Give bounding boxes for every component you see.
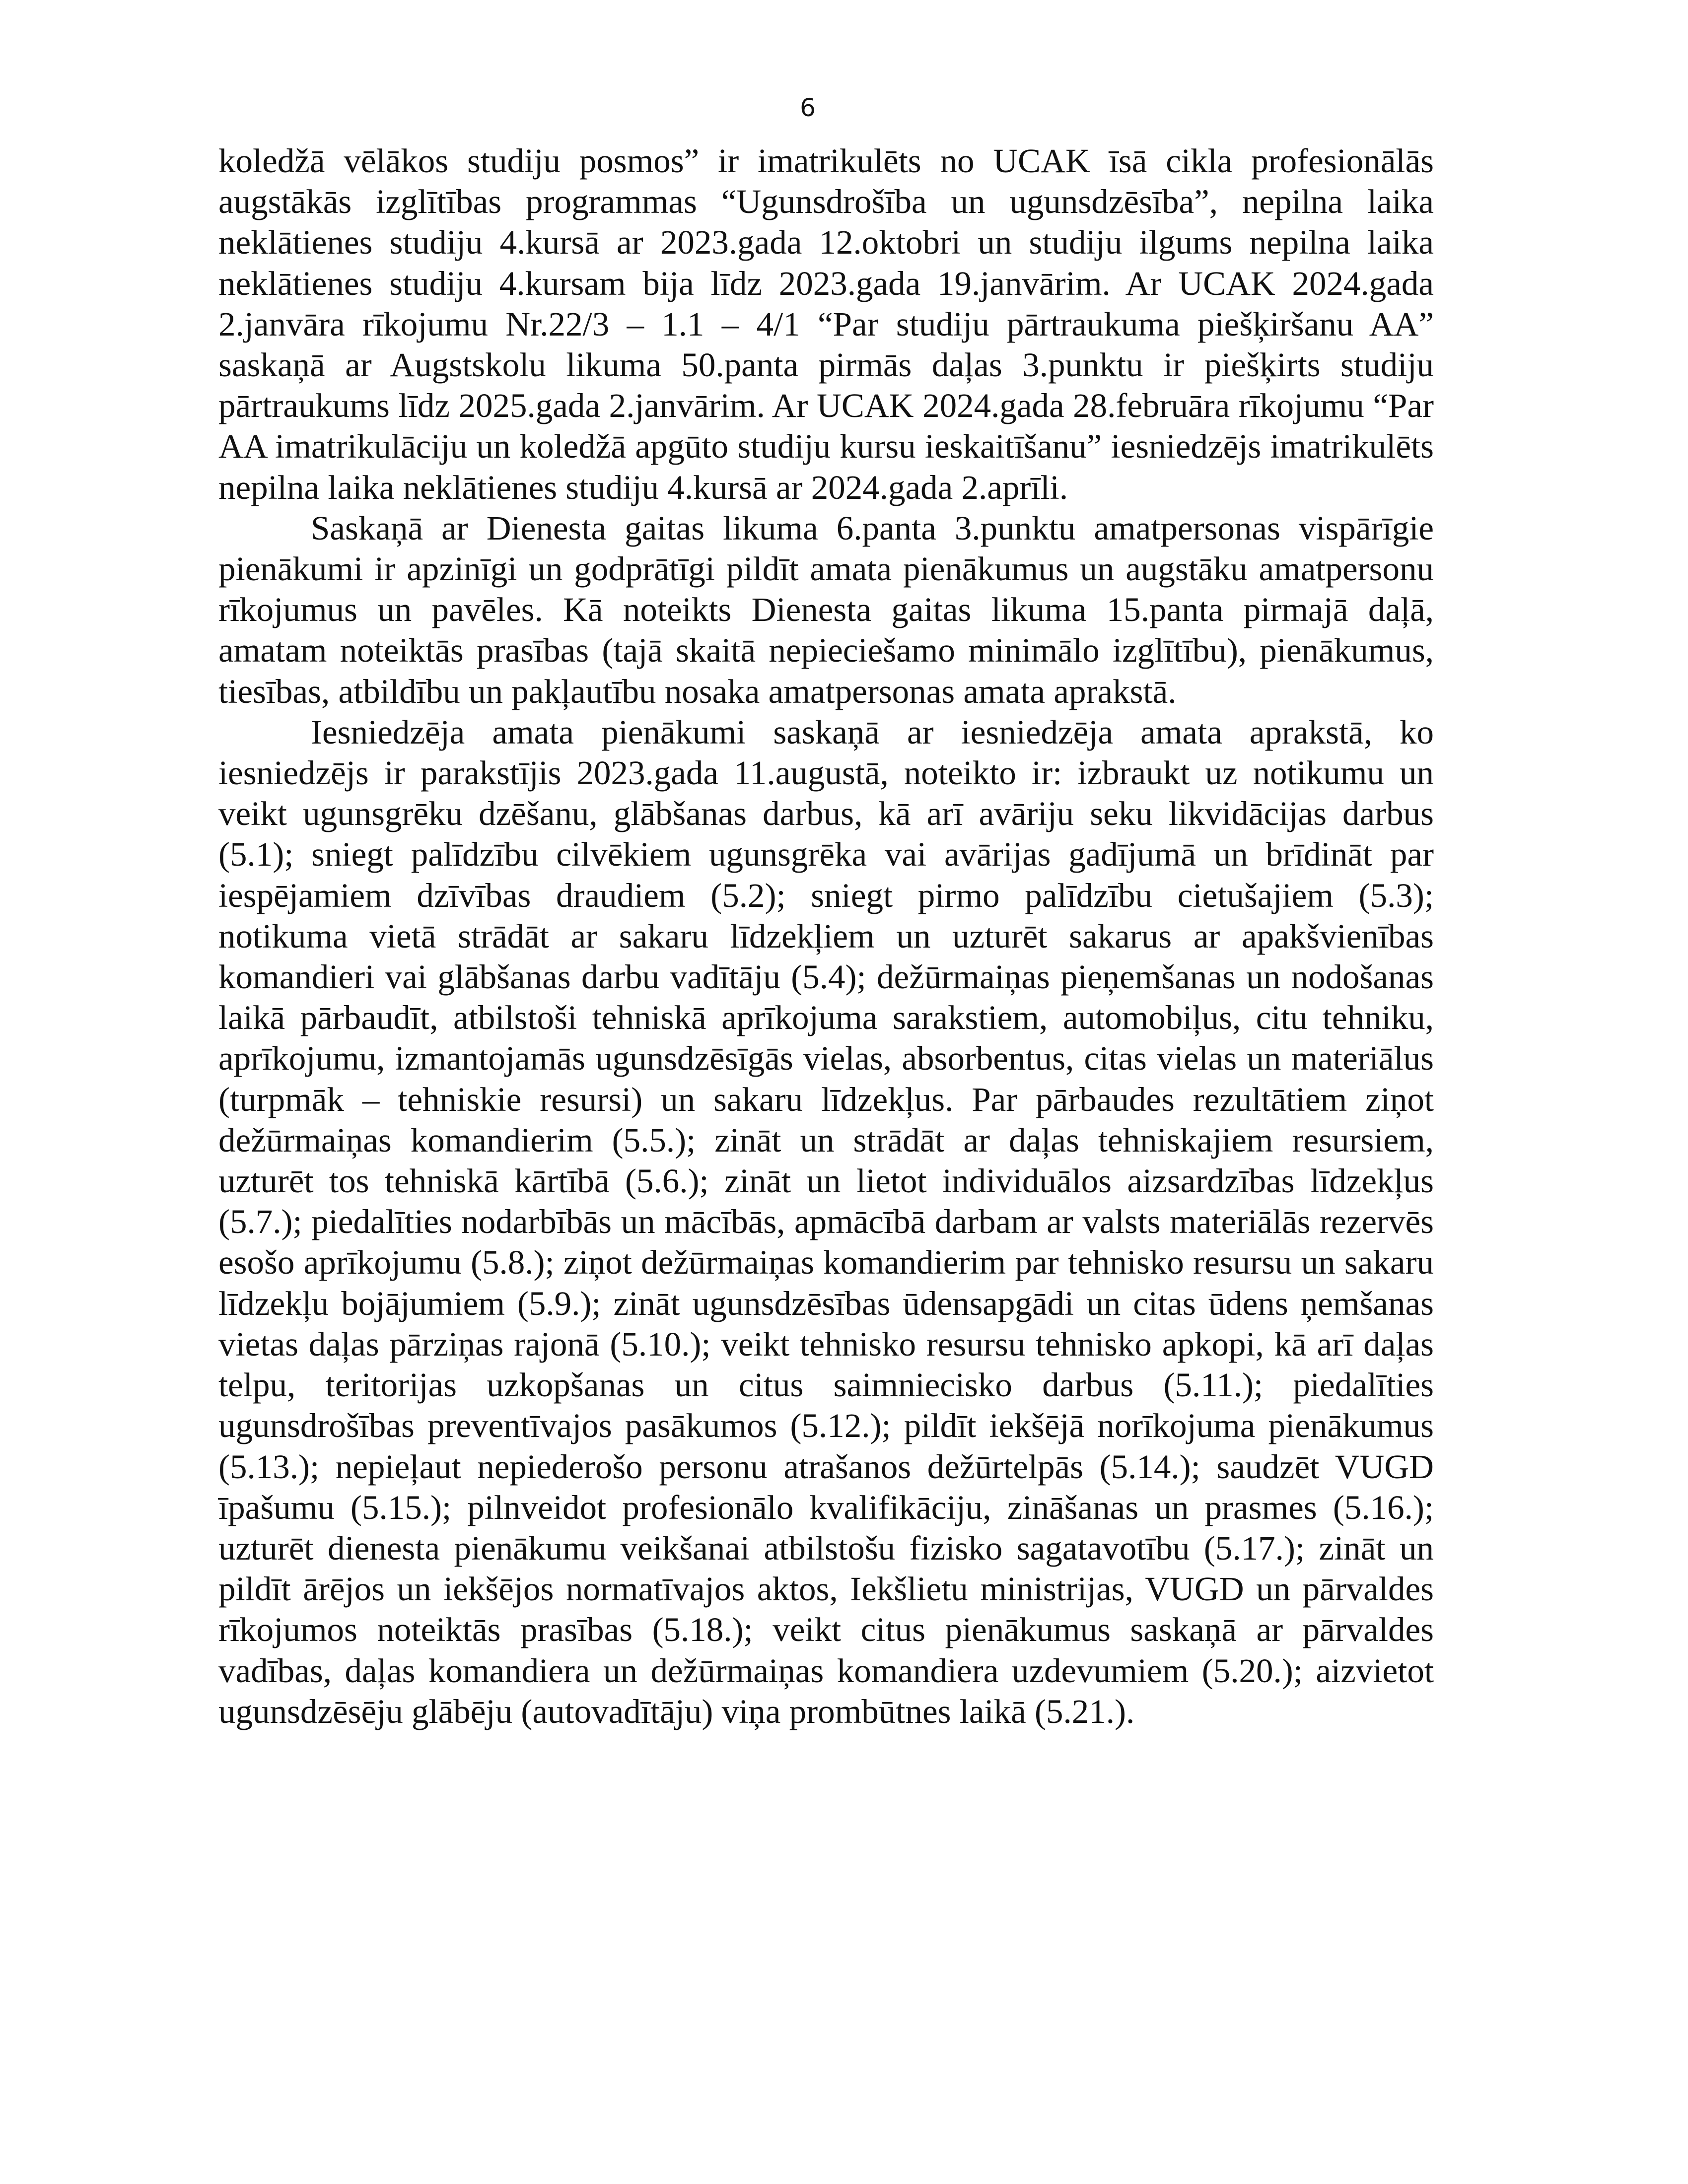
paragraph-dienesta-gaitas-likums: Saskaņā ar Dienesta gaitas likuma 6.panta 3.punktu amatpersonas vispārīgie pienākumi ir apzinīgi un godprātīgi pildīt amata pienākumus un augstāku amatpersonu rīkojumus un pavēles. Kā noteikts Dienesta gaitas likuma 15.panta pirmajā daļā, amatam noteiktās prasības (tajā skaitā nepieciešamo minimālo izglītību), pienākumus, tiesības, atbildību un pakļautību nosaka amatpersonas amata aprakstā. bbox=[218, 509, 1434, 710]
paragraph-amata-pienakumi: Iesniedzēja amata pienākumi saskaņā ar iesniedzēja amata aprakstā, ko iesniedzējs ir parakstījis 2023.gada 11.augustā, noteikto ir: izbraukt uz notikumu un veikt ugunsgrēku dzēšanu, glābšanas darbus, kā arī avāriju seku likvidācijas darbus (5.1); sniegt palīdzību cilvēkiem ugunsgrēka vai avārijas gadījumā un brīdināt par iespējamiem dzīvības draudiem (5.2); sniegt pirmo palīdzību cietušajiem (5.3); notikuma vietā strādāt ar sakaru līdzekļiem un uzturēt sakarus ar apakšvienības komandieri vai glābšanas darbu vadītāju (5.4); dežūrmaiņas pieņemšanas un nodošanas laikā pārbaudīt, atbilstoši tehniskā aprīkojuma sarakstiem, automobiļus, citu tehniku, aprīkojumu, izmantojamās ugunsdzēsīgās vielas, absorbentus, citas vielas un materiālus (turpmāk – tehniskie resursi) un sakaru līdzekļus. Par pārbaudes rezultātiem ziņot dežūrmaiņas komandierim (5.5.); zināt un strādāt ar daļas tehniskajiem resursiem, uzturēt tos tehniskā kārtībā (5.6.); zināt un lietot individuālos aizsardzības līdzekļus (5.7.); piedalīties nodarbībās un mācībās, apmācībā darbam ar valsts materiālās rezervēs esošo aprīkojumu (5.8.); ziņot dežūrmaiņas komandierim par tehnisko resursu un sakaru līdzekļu bojājumiem (5.9.); zināt ugunsdzēsības ūdensapgādi un citas ūdens ņemšanas vietas daļas pārziņas rajonā (5.10.); veikt tehnisko resursu tehnisko apkopi, kā arī daļas telpu, teritorijas uzkopšanas un citus saimniecisko darbus (5.11.); piedalīties ugunsdrošības preventīvajos pasākumos (5.12.); pildīt iekšējā norīkojuma pienākumus (5.13.); nepieļaut nepiederošo personu atrašanos dežūrtelpās (5.14.); saudzēt VUGD īpašumu (5.15.); pilnveidot profesionālo kvalifikāciju, zināšanas un prasmes (5.16.); uzturēt dienesta pienākumu veikšanai atbilstošu fizisko sagatavotību (5.17.); zināt un pildīt ārējos un iekšējos normatīvajos aktos, Iekšlietu ministrijas, VUGD un pārvaldes rīkojumos noteiktās prasības (5.18.); veikt citus pienākumus saskaņā ar pārvaldes vadības, daļas komandiera un dežūrmaiņas komandiera uzdevumiem (5.20.); aizvietot ugunsdzēsēju glābēju (autovadītāju) viņa prombūtnes laikā (5.21.). bbox=[218, 713, 1434, 1730]
page-number: 6 bbox=[800, 93, 816, 122]
paragraph-continuation: koledžā vēlākos studiju posmos” ir imatrikulēts no UCAK īsā cikla profesionālās augstākās izglītības programmas “Ugunsdrošība un ugunsdzēsība”, nepilna laika neklātienes studiju 4.kursā ar 2023.gada 12.oktobri un studiju ilgums nepilna laika neklātienes studiju 4.kursam bija līdz 2023.gada 19.janvārim. Ar UCAK 2024.gada 2.janvāra rīkojumu Nr.22/3 – 1.1 – 4/1 “Par studiju pārtraukuma piešķiršanu AA” saskaņā ar Augstskolu likuma 50.panta pirmās daļas 3.punktu ir piešķirts studiju pārtraukums līdz 2025.gada 2.janvārim. Ar UCAK 2024.gada 28.februāra rīkojumu “Par AA imatrikulāciju un koledžā apgūto studiju kursu ieskaitīšanu” iesniedzējs imatrikulēts nepilna laika neklātienes studiju 4.kursā ar 2024.gada 2.aprīli. bbox=[218, 142, 1434, 506]
document-body bbox=[218, 140, 1434, 1732]
